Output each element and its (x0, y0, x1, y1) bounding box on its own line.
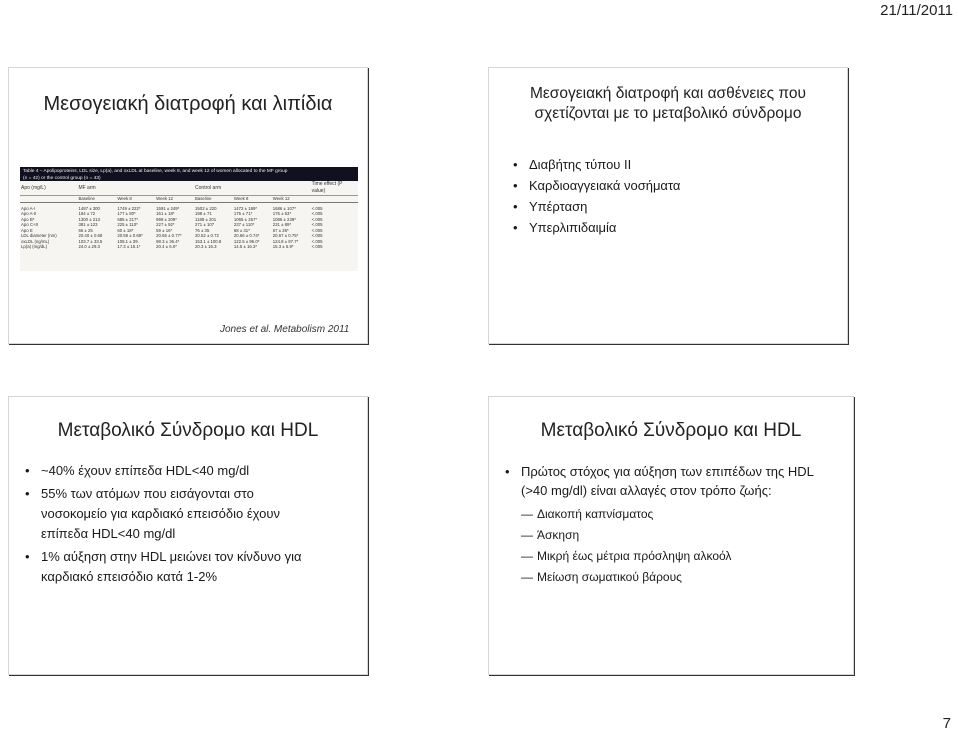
table-cell: 227 ± 92* (156, 222, 175, 227)
table-sub-header: Baseline (194, 196, 233, 203)
table-cell: 24.0 ± 29.3 (78, 244, 100, 249)
table-cell: 20.4 ± 6.0* (156, 244, 177, 249)
slide-1-title: Μεσογειακή διατροφή και λιπίδια (43, 93, 333, 115)
table-cell: 153.1 ± 100.8 (195, 238, 222, 244)
slide-3-bullet: • 55% των ατόμων που εισάγονται στο νοσοκομείο για καρδιακό επεισόδιο έχουν επίπεδα HDL<40 mg/dl (23, 484, 323, 544)
table-cell: <.005 (311, 244, 323, 249)
table-cell: <.005 (311, 227, 323, 233)
apolipoprotein-table (20, 181, 358, 250)
table-cell: 66 ± 25 (78, 227, 93, 233)
slide-2-bullet: • Υπέρταση (511, 196, 680, 217)
table-cell: 17.3 ± 15.1* (117, 244, 141, 249)
table-cell: 1686 ± 107* (272, 205, 296, 211)
table-cell: <.005 (311, 205, 323, 211)
slide-4-sub-item: — Μείωση σωματικού βάρους (503, 567, 823, 588)
table-cell: 20.3 ± 16.3 (195, 244, 217, 249)
slide-4-bullet-text: Πρώτος στόχος για αύξηση των επιπέδων της HDL (>40 mg/dl) είναι αλλαγές στον τρόπο ζωής: (521, 464, 814, 498)
slide-3-bullet: • 1% αύξηση στην HDL μειώνει τον κίνδυνο για καρδιακό επεισόδιο κατά 1-2% (23, 547, 323, 587)
table-row-label: oxLDL (ng/mL) (21, 238, 50, 244)
table-cell: 175 ± 71* (233, 211, 253, 216)
table-group-header: Apo (mg/L) (21, 184, 46, 191)
table-cell: 20.66 ± 0.74* (233, 233, 260, 238)
table-row-label: Apo A-II (21, 211, 37, 216)
table-sub-header: Baseline (77, 196, 116, 203)
table-cell: <.005 (311, 211, 323, 216)
slide-3-bullet-list (23, 461, 323, 587)
table-cell: 15.3 ± 5.9* (272, 244, 294, 249)
table-sub-header: Week 8 (116, 196, 155, 203)
slide-3 (8, 396, 368, 675)
table-sub-header: Week 12 (155, 196, 194, 203)
table-row-label: Apo C-III (21, 222, 38, 227)
table-cell: 1300 ± 213 (78, 216, 100, 222)
slide-2-title-line-2: σχετίζονται με το μεταβολικό σύνδρομο (534, 105, 802, 122)
table-cell: 20.67 ± 0.75* (272, 233, 299, 238)
slide-2-title (489, 84, 847, 124)
slide-3-title: Μεταβολικό Σύνδρομο και HDL (57, 420, 319, 441)
slide-4-bullet-list (503, 462, 823, 588)
table-group-header: Control arm (195, 184, 222, 191)
table-row-label: Apo E (21, 227, 33, 233)
table-cell: 1591 ± 249* (156, 205, 180, 211)
table-row-label: Apo B* (21, 216, 35, 222)
table-cell: 198 ± 71 (195, 211, 212, 216)
table-group-header-row (20, 181, 358, 196)
table-cell: 1065 ± 257* (233, 216, 258, 222)
apolipoprotein-table-image (20, 167, 358, 271)
slide-2-bullet: • Διαβήτης τύπου ΙΙ (511, 154, 680, 175)
table-cell: 20.40 ± 0.68 (78, 233, 103, 238)
slide-2 (488, 67, 848, 344)
table-cell: 60 ± 18* (117, 227, 134, 233)
table-cell: 122.5 ± 96.0* (233, 238, 260, 244)
slide-2-bullet: • Υπερλιπιδαιμία (511, 217, 680, 238)
table-cell: 271 ± 107 (195, 222, 215, 227)
table-cell: 20.65 ± 0.77* (156, 233, 182, 238)
slide-2-bullet-list (511, 154, 680, 238)
table-cell: 231 ± 89* (272, 222, 292, 227)
table-cell: 20.52 ± 0.72 (195, 233, 219, 238)
table-caption-line-1: Table 4 – Apolipoproteins, LDL size, Lp(a), and oxLDL at baseline, week 8, and week 12 of women allocated to the MF group (23, 169, 288, 174)
table-cell: 67 ± 26* (272, 227, 289, 233)
table-cell: 20.59 ± 0.69* (117, 233, 143, 238)
slide-4-sub-item: — Άσκηση (503, 525, 823, 546)
table-cell: 1086 ± 239* (272, 216, 296, 222)
slide-4-sub-item: — Μικρή έως μέτρια πρόσληψη αλκοόλ (503, 546, 823, 567)
table-cell: 177 ± 80* (117, 211, 136, 216)
table-cell: 685 ± 217* (117, 216, 139, 222)
table-row (20, 244, 358, 250)
table-cell: 108.1 ± 39. (117, 238, 139, 244)
table-cell: 175 ± 63* (272, 211, 292, 216)
table-cell: 98.3 ± 36.4* (156, 238, 180, 244)
table-cell: 68 ± 31* (233, 227, 250, 233)
page-number: 7 (942, 715, 951, 732)
slide-2-title-line-1: Μεσογειακή διατροφή και ασθένειες που (529, 85, 806, 102)
slide-4-sub-list (503, 504, 823, 588)
table-cell: 103.7 ± 33.5 (78, 238, 103, 244)
table-cell: 59 ± 16* (156, 227, 173, 233)
table-caption (20, 167, 358, 181)
table-cell: 76 ± 35 (195, 227, 210, 233)
table-cell: <.005 (311, 233, 323, 238)
table-row-label: Lp(a) (mg/dL) (21, 244, 48, 249)
slide-1-citation: Jones et al. Metabolism 2011 (220, 324, 350, 335)
table-cell: 1749 ± 222* (117, 205, 141, 211)
slide-4-title: Μεταβολικό Σύνδρομο και HDL (540, 420, 802, 441)
table-group-header: Time effect (P value) (311, 181, 343, 194)
table-group-header: MF arm (78, 184, 96, 191)
table-cell: <.005 (311, 222, 323, 227)
table-cell: 14.5 ± 16.3* (233, 244, 258, 249)
table-row (20, 202, 358, 211)
table-cell: 161 ± 18* (156, 211, 175, 216)
table-cell: 184 ± 72 (78, 211, 96, 216)
table-cell: 237 ± 110* (233, 222, 255, 227)
table-cell: 381 ± 123 (78, 222, 98, 227)
table-caption-line-2: (n = 42) or the control group (n = 43) (23, 176, 101, 181)
table-cell: 1472 ± 189* (233, 205, 258, 211)
table-cell: 1188 ± 201 (195, 216, 217, 222)
table-row-label: Apo A-I (21, 205, 36, 211)
table-sub-header: Week 12 (272, 196, 311, 203)
slide-2-bullet: • Καρδιοαγγειακά νοσήματα (511, 175, 680, 196)
table-cell: 1487 ± 300 (78, 205, 100, 211)
table-cell: 998 ± 209* (156, 216, 177, 222)
table-cell: <.005 (311, 216, 323, 222)
table-cell: 225 ± 110* (117, 222, 138, 227)
slide-4-bullet (503, 462, 823, 588)
slide-4 (488, 396, 854, 675)
slide-3-bullet: • ~40% έχουν επίπεδα HDL<40 mg/dl (23, 461, 323, 481)
slide-4-sub-item: — Διακοπή καπνίσματος (503, 504, 823, 525)
table-row-label: LDL diameter (nm) (21, 233, 57, 238)
page-date: 21/11/2011 (880, 2, 953, 19)
table-cell: 124.8 ± 97.7* (272, 238, 299, 244)
table-cell: 1502 ± 220 (195, 205, 217, 211)
table-cell: <.005 (311, 238, 323, 244)
table-body (20, 202, 358, 250)
table-sub-header: Week 8 (233, 196, 272, 203)
